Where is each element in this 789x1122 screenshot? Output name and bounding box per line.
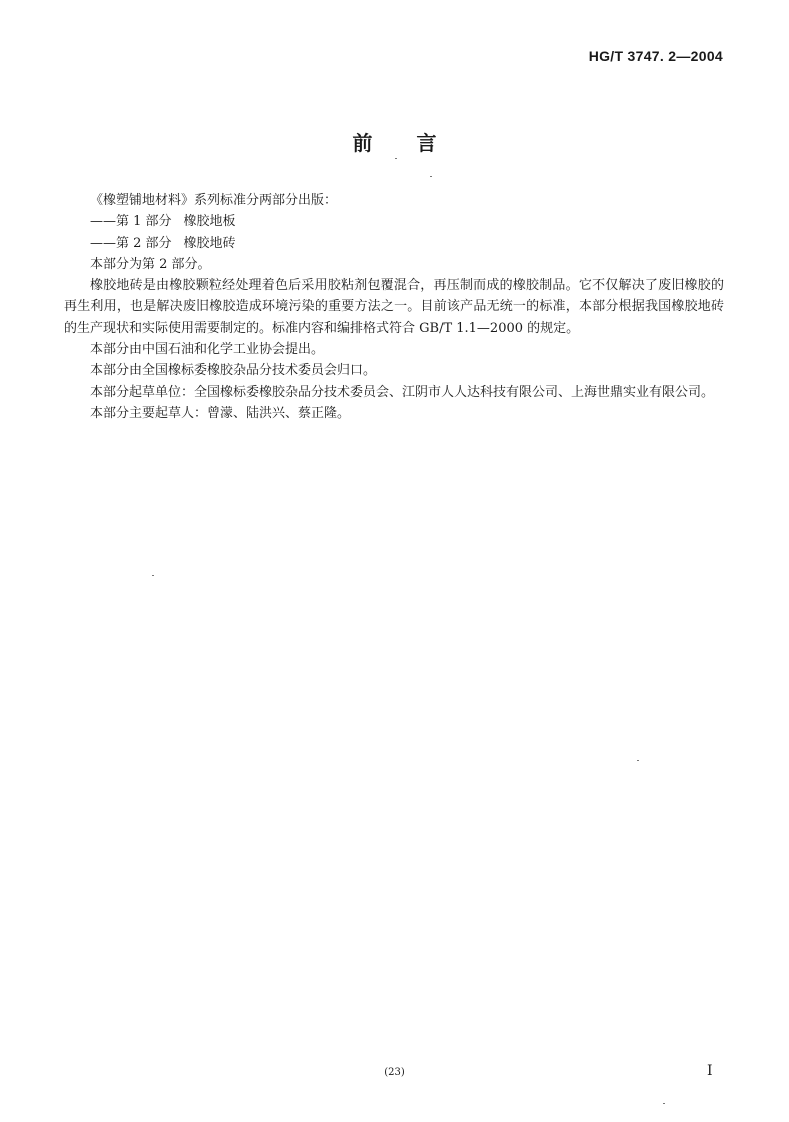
list-item-part-1 bbox=[64, 211, 724, 232]
page-title bbox=[0, 127, 789, 156]
paragraph-product-description: 橡胶地砖是由橡胶颗粒经处理着色后采用胶粘剂包覆混合，再压制而成的橡胶制品。它不仅解决了废旧橡胶的再生利用，也是解决废旧橡胶造成环境污染的重要方法之一。目前该产品无统一的标准，本部分根据我国橡胶地砖的生产现状和实际使用需要制定的。标准内容和编排格式符合 GB/T 1.1—2000 的规定。 bbox=[64, 278, 724, 336]
paragraph-drafters: 本部分主要起草人：曾濛、陆洪兴、蔡正隆。 bbox=[90, 405, 351, 421]
part-1-title: 橡胶地板 bbox=[183, 214, 236, 230]
paragraph-series-intro: 《橡塑铺地材料》系列标准分两部分出版： bbox=[90, 193, 338, 208]
roman-page-numeral: I bbox=[707, 1063, 713, 1079]
scan-speck bbox=[663, 1103, 665, 1104]
title-char-1: 前 bbox=[352, 131, 373, 155]
paragraph-proposed-by: 本部分由中国石油和化学工业协会提出。 bbox=[90, 342, 325, 358]
standard-code: HG/T 3747. 2—2004 bbox=[588, 48, 723, 64]
paragraph-this-part: 本部分为第 2 部分。 bbox=[90, 256, 211, 272]
part-2-label: ——第 2 部分 bbox=[90, 235, 172, 251]
scan-speck bbox=[152, 575, 154, 576]
part-2-title: 橡胶地砖 bbox=[183, 235, 236, 251]
paragraph-centralized-by: 本部分由全国橡标委橡胶杂品分技术委员会归口。 bbox=[90, 363, 377, 379]
foreword-body bbox=[64, 190, 724, 424]
page-number: (23) bbox=[384, 1067, 405, 1078]
scan-speck bbox=[395, 158, 397, 159]
title-char-2: 言 bbox=[416, 131, 437, 155]
scan-speck bbox=[637, 760, 639, 761]
list-item-part-2 bbox=[64, 233, 724, 254]
paragraph-drafting-units: 本部分起草单位：全国橡标委橡胶杂品分技术委员会、江阴市人人达科技有限公司、上海世鼎实业有限公司。 bbox=[90, 384, 715, 400]
scan-speck bbox=[430, 176, 432, 177]
part-1-label: ——第 1 部分 bbox=[90, 214, 172, 230]
